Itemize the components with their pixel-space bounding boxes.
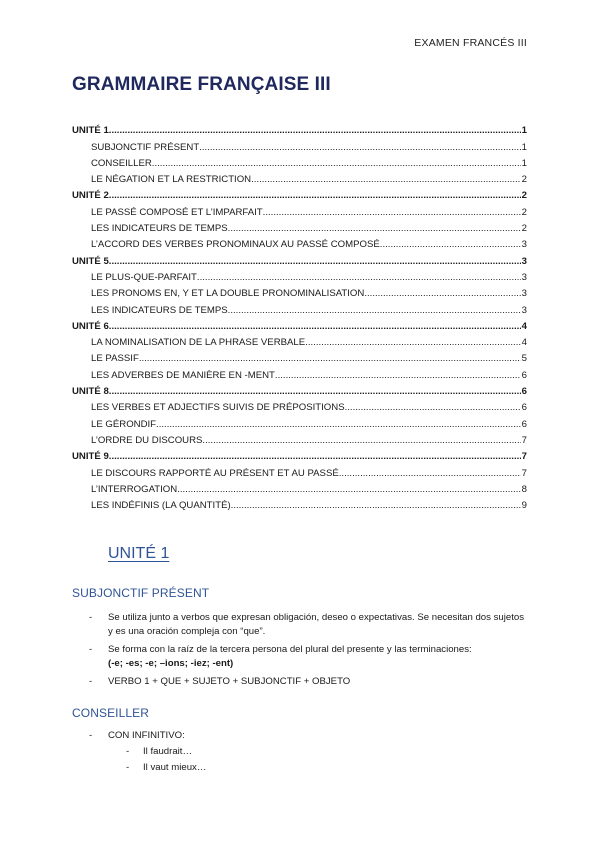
toc-dot-leader bbox=[251, 174, 521, 186]
toc-entry-label: UNITÉ 5 bbox=[72, 255, 109, 267]
toc-dot-leader bbox=[199, 142, 520, 154]
toc-entry-label: CONSEILLER bbox=[91, 157, 152, 169]
sub-list-item: - Il vaut mieux… bbox=[108, 761, 528, 775]
toc-page-number: 7 bbox=[521, 467, 527, 479]
subjonctif-bullet-list bbox=[72, 611, 528, 693]
toc-page-number: 2 bbox=[521, 223, 527, 235]
running-header: EXAMEN FRANCÉS III bbox=[414, 37, 527, 49]
toc-unit-entry[interactable] bbox=[72, 382, 527, 398]
toc-entry-label: LES VERBES ET ADJECTIFS SUIVIS DE PRÉPOSITIONS bbox=[91, 402, 345, 414]
toc-page-number: 6 bbox=[521, 369, 527, 381]
toc-unit-entry[interactable] bbox=[72, 447, 527, 463]
toc-entry-label: LE NÉGATION ET LA RESTRICTION bbox=[91, 174, 252, 186]
toc-page-number: 6 bbox=[521, 418, 527, 430]
toc-dot-leader bbox=[339, 468, 521, 480]
toc-entry-label: LE PLUS-QUE-PARFAIT bbox=[91, 271, 197, 283]
toc-unit-entry[interactable] bbox=[72, 251, 527, 267]
bullet-text: Se utiliza junto a verbos que expresan obligación, deseo o expectativas. Se necesitan dos sujetos y es una oración compleja con “que”. bbox=[108, 612, 524, 637]
toc-entry-label: LE DISCOURS RAPPORTÉ AU PRÉSENT ET AU PASSÉ bbox=[91, 467, 339, 479]
toc-page-number: 3 bbox=[521, 255, 527, 267]
toc-entry[interactable] bbox=[72, 300, 527, 316]
toc-page-number: 9 bbox=[521, 500, 527, 512]
list-item bbox=[72, 729, 528, 775]
toc-entry-label: LE PASSIF bbox=[91, 353, 139, 365]
toc-entry-label: LES PRONOMS EN, Y ET LA DOUBLE PRONOMINALISATION bbox=[91, 288, 365, 300]
toc-dot-leader bbox=[109, 321, 521, 333]
endings-text: (-e; -es; -e; –ions; -iez; -ent) bbox=[108, 658, 234, 669]
toc-page-number: 4 bbox=[521, 320, 527, 332]
toc-entry-label: UNITÉ 6 bbox=[72, 320, 109, 332]
toc-dot-leader bbox=[152, 158, 521, 170]
toc-entry[interactable] bbox=[72, 398, 527, 414]
toc-entry-label: L’INTERROGATION bbox=[91, 483, 178, 495]
toc-entry[interactable] bbox=[72, 463, 527, 479]
toc-page-number: 7 bbox=[521, 451, 527, 463]
toc-page-number: 7 bbox=[521, 434, 527, 446]
toc-dot-leader bbox=[364, 288, 520, 300]
toc-entry[interactable] bbox=[72, 154, 527, 170]
toc-entry[interactable] bbox=[72, 219, 527, 235]
toc-entry[interactable] bbox=[72, 170, 527, 186]
toc-entry[interactable] bbox=[72, 235, 527, 251]
toc-dot-leader bbox=[305, 337, 521, 349]
toc-dot-leader bbox=[275, 370, 521, 382]
toc-unit-entry[interactable] bbox=[72, 186, 527, 202]
conseiller-bullet-list bbox=[72, 729, 528, 779]
sub-bullet-list bbox=[108, 745, 528, 775]
toc-dot-leader bbox=[109, 190, 521, 202]
bullet-text: VERBO 1 + QUE + SUJETO + SUBJONCTIF + OBJETO bbox=[108, 676, 351, 687]
toc-entry-label: LES INDICATEURS DE TEMPS bbox=[91, 223, 228, 235]
toc-entry-label: LES INDÉFINIS (LA QUANTITÉ) bbox=[91, 500, 231, 512]
list-item bbox=[72, 643, 528, 671]
toc-page-number: 1 bbox=[521, 125, 527, 137]
toc-page-number: 6 bbox=[521, 402, 527, 414]
toc-entry-label: UNITÉ 1 bbox=[72, 125, 109, 137]
toc-entry[interactable] bbox=[72, 414, 527, 430]
toc-unit-entry[interactable] bbox=[72, 121, 527, 137]
toc-entry[interactable] bbox=[72, 202, 527, 218]
toc-entry[interactable] bbox=[72, 284, 527, 300]
toc-entry-label: LE GÉRONDIF bbox=[91, 418, 157, 430]
toc-dot-leader bbox=[228, 223, 521, 235]
toc-entry[interactable] bbox=[72, 349, 527, 365]
toc-dot-leader bbox=[109, 125, 521, 137]
toc-page-number: 1 bbox=[521, 157, 527, 169]
sub-list-item: - Il faudrait… bbox=[108, 745, 528, 759]
toc-page-number: 4 bbox=[521, 337, 527, 349]
toc-page-number: 3 bbox=[521, 271, 527, 283]
toc-dot-leader bbox=[139, 353, 521, 365]
toc-page-number: 3 bbox=[521, 239, 527, 251]
toc-page-number: 6 bbox=[521, 386, 527, 398]
unit-1-heading: UNITÉ 1 bbox=[108, 545, 170, 562]
toc-dot-leader bbox=[231, 500, 521, 512]
toc-dot-leader bbox=[156, 419, 521, 431]
toc-unit-entry[interactable] bbox=[72, 317, 527, 333]
toc-dot-leader bbox=[109, 451, 521, 463]
toc-entry[interactable] bbox=[72, 268, 527, 284]
toc-page-number: 3 bbox=[521, 288, 527, 300]
bullet-text: Se forma con la raíz de la tercera persona del plural del presente y las terminaciones: bbox=[108, 644, 472, 655]
table-of-contents bbox=[72, 121, 527, 512]
toc-entry-label: UNITÉ 2 bbox=[72, 190, 109, 202]
toc-dot-leader bbox=[109, 386, 521, 398]
list-item bbox=[72, 675, 528, 689]
toc-entry[interactable] bbox=[72, 480, 527, 496]
toc-entry-label: LES INDICATEURS DE TEMPS bbox=[91, 304, 228, 316]
toc-dot-leader bbox=[345, 402, 521, 414]
toc-dot-leader bbox=[197, 272, 521, 284]
toc-entry[interactable] bbox=[72, 137, 527, 153]
toc-entry-label: UNITÉ 8 bbox=[72, 386, 109, 398]
toc-entry-label: L’ACCORD DES VERBES PRONOMINAUX AU PASSÉ COMPOSÉ bbox=[91, 239, 380, 251]
toc-dot-leader bbox=[177, 484, 520, 496]
toc-dot-leader bbox=[263, 207, 521, 219]
toc-page-number: 3 bbox=[521, 304, 527, 316]
toc-entry-label: SUBJONCTIF PRÉSENT bbox=[91, 141, 200, 153]
toc-page-number: 1 bbox=[521, 141, 527, 153]
toc-entry-label: LES ADVERBES DE MANIÈRE EN -MENT bbox=[91, 369, 275, 381]
toc-entry[interactable] bbox=[72, 496, 527, 512]
document-title: GRAMMAIRE FRANÇAISE III bbox=[72, 74, 331, 95]
list-item bbox=[72, 611, 528, 639]
toc-dot-leader bbox=[202, 435, 520, 447]
toc-entry-label: UNITÉ 9 bbox=[72, 451, 109, 463]
toc-dot-leader bbox=[228, 305, 521, 317]
toc-entry-label: LE PASSÉ COMPOSÉ ET L’IMPARFAIT bbox=[91, 206, 263, 218]
toc-entry[interactable] bbox=[72, 431, 527, 447]
conseiller-heading: CONSEILLER bbox=[72, 706, 150, 720]
toc-dot-leader bbox=[109, 256, 521, 268]
toc-entry[interactable] bbox=[72, 365, 527, 381]
toc-entry[interactable] bbox=[72, 333, 527, 349]
bullet-text: CON INFINITIVO: bbox=[108, 730, 185, 741]
toc-dot-leader bbox=[380, 239, 521, 251]
toc-page-number: 2 bbox=[521, 174, 527, 186]
toc-page-number: 2 bbox=[521, 190, 527, 202]
toc-page-number: 5 bbox=[521, 353, 527, 365]
subjonctif-present-heading: SUBJONCTIF PRÉSENT bbox=[72, 586, 210, 600]
toc-page-number: 8 bbox=[521, 483, 527, 495]
toc-entry-label: LA NOMINALISATION DE LA PHRASE VERBALE bbox=[91, 337, 306, 349]
toc-page-number: 2 bbox=[521, 206, 527, 218]
toc-entry-label: L’ORDRE DU DISCOURS bbox=[91, 434, 203, 446]
